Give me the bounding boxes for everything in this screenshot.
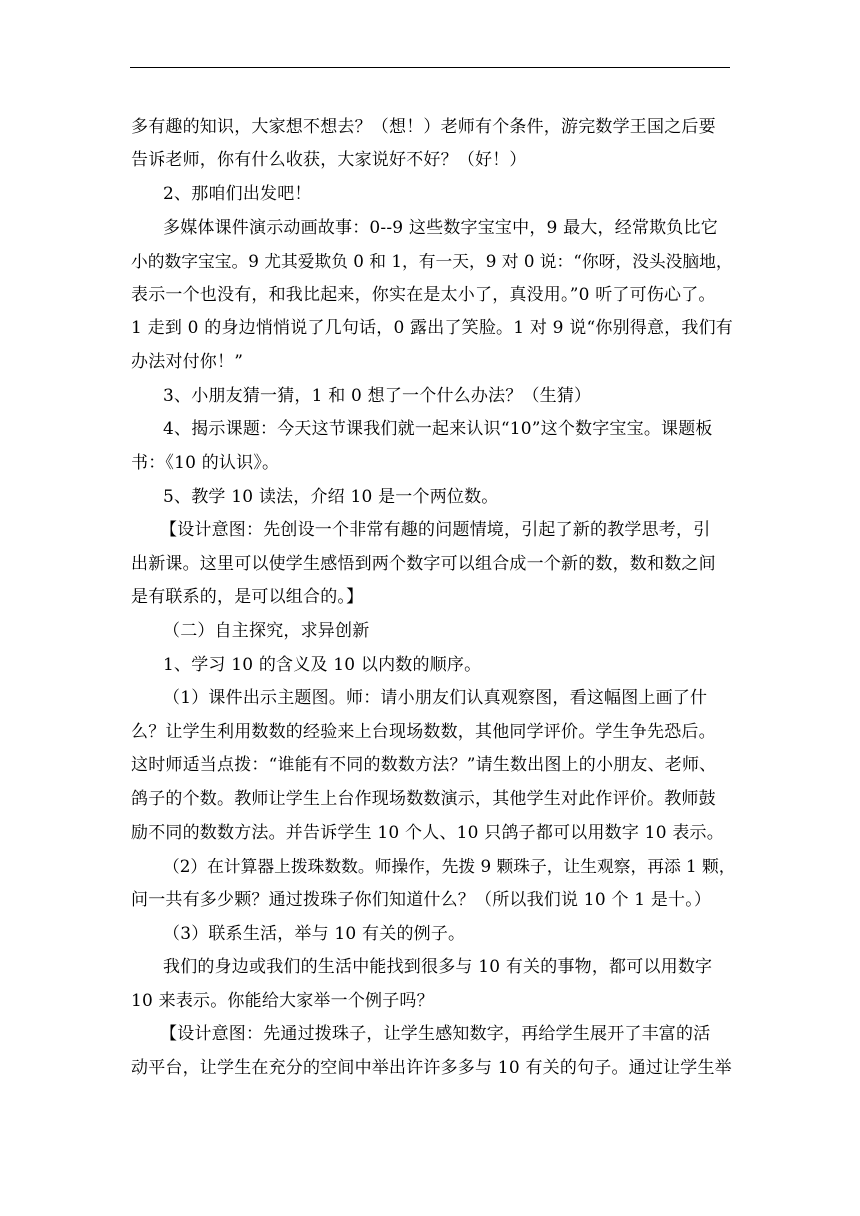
- text-line: 是有联系的，是可以组合的。】: [131, 587, 364, 607]
- text-line: 4、揭示课题：今天这节课我们就一起来认识“10”这个数字宝宝。课题板: [163, 419, 713, 439]
- text-line: 5、教学 10 读法，介绍 10 是一个两位数。: [163, 487, 499, 507]
- text-line: （1）课件出示主题图。师：请小朋友们认真观察图，看这幅图上画了什: [163, 688, 708, 708]
- text-line: （二）自主探究，求异创新: [163, 621, 370, 641]
- text-line: 【设计意图：先通过拨珠子，让学生感知数字，再给学生展开了丰富的活: [160, 1024, 711, 1044]
- text-line: 多有趣的知识，大家想不想去？（想！）老师有个条件，游完数学王国之后要: [131, 117, 716, 137]
- text-line: （2）在计算器上拨珠数数。师操作，先拨 9 颗珠子，让生观察，再添 1 颗，: [163, 856, 736, 876]
- text-line: 表示一个也没有，和我比起来，你实在是太小了，真没用。”0 听了可伤心了。: [131, 285, 716, 305]
- text-line: 这时师适当点拨：“谁能有不同的数数方法？”请生数出图上的小朋友、老师、: [131, 755, 717, 775]
- text-line: 出新课。这里可以使学生感悟到两个数字可以组合成一个新的数，数和数之间: [131, 554, 716, 574]
- text-line: 多媒体课件演示动画故事：0--9 这些数字宝宝中，9 最大，经常欺负比它: [163, 218, 718, 238]
- text-line: 1、学习 10 的含义及 10 以内数的顺序。: [163, 655, 482, 675]
- text-line: 问一共有多少颗？通过拨珠子你们知道什么？（所以我们说 10 个 1 是十。）: [131, 890, 712, 910]
- text-line: 告诉老师，你有什么收获，大家说好不好？（好！）: [131, 150, 527, 170]
- header-rule: [130, 67, 730, 68]
- text-line: 鸽子的个数。教师让学生上台作现场数数演示，其他学生对此作评价。教师鼓: [131, 789, 716, 809]
- text-line: 励不同的数数方法。并告诉学生 10 个人、10 只鸽子都可以用数字 10 表示。: [131, 823, 724, 843]
- text-line: 1 走到 0 的身边悄悄说了几句话，0 露出了笑脸。1 对 9 说“你别得意，我们有: [131, 318, 733, 338]
- text-line: 办法对付你！”: [131, 352, 244, 372]
- text-line: 么？让学生利用数数的经验来上台现场数数，其他同学评价。学生争先恐后。: [131, 722, 716, 742]
- text-line: 10 来表示。你能给大家举一个例子吗？: [131, 991, 434, 1011]
- text-line: 我们的身边或我们的生活中能找到很多与 10 有关的事物，都可以用数字: [163, 957, 713, 977]
- text-line: 书：《10 的认识》。: [131, 453, 280, 473]
- text-line: 小的数字宝宝。9 尤其爱欺负 0 和 1，有一天，9 对 0 说：“你呀，没头没脑地，: [131, 251, 733, 271]
- text-line: （3）联系生活，举与 10 有关的例子。: [163, 924, 466, 944]
- text-line: 2、那咱们出发吧！: [163, 184, 312, 204]
- text-line: 3、小朋友猜一猜，1 和 0 想了一个什么办法？（生猜）: [163, 386, 592, 406]
- text-line: 动平台，让学生在充分的空间中举出许许多多与 10 有关的句子。通过让学生举: [131, 1058, 732, 1078]
- text-line: 【设计意图：先创设一个非常有趣的问题情境，引起了新的教学思考，引: [160, 520, 711, 540]
